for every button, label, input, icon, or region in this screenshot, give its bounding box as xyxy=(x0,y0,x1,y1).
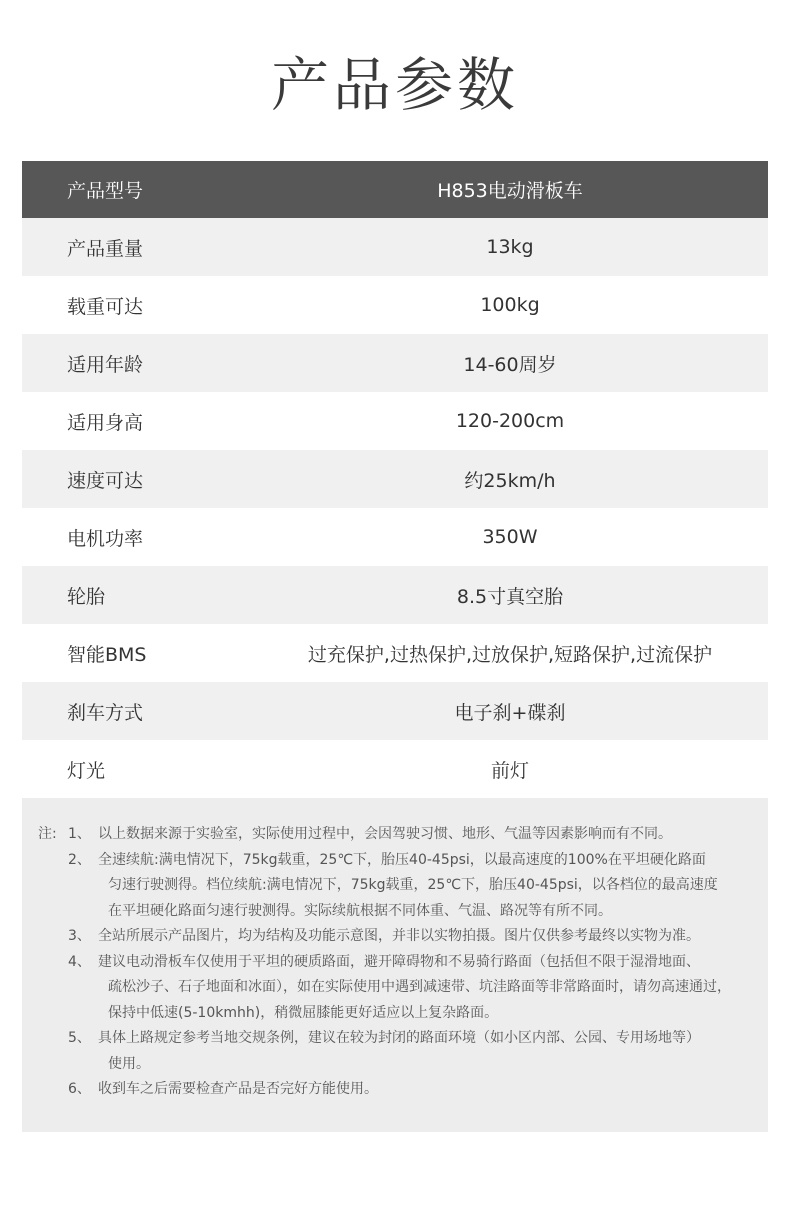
spec-label: 适用身高 xyxy=(67,411,144,434)
spec-row xyxy=(22,682,768,740)
note-text: 保持中低速(5-10kmhh)，稍微屈膝能更好适应以上复杂路面。 xyxy=(108,1004,499,1021)
spec-row xyxy=(22,276,768,334)
spec-value: 350W xyxy=(482,526,538,548)
note-text: 在平坦硬化路面匀速行驶测得。实际续航根据不同体重、气温、路况等有所不同。 xyxy=(108,902,612,919)
spec-value: 8.5寸真空胎 xyxy=(456,585,564,608)
spec-row xyxy=(22,740,768,798)
note-line xyxy=(38,975,760,1001)
spec-row xyxy=(22,624,768,682)
spec-value: 前灯 xyxy=(490,759,529,782)
note-line xyxy=(38,873,760,899)
note-spacer xyxy=(38,848,68,874)
note-number: 6、 xyxy=(68,1081,91,1097)
note-text: 疏松沙子、石子地面和冰面），如在实际使用中遇到减速带、坑洼路面等非常路面时，请勿高速通过， xyxy=(108,979,731,995)
spec-row xyxy=(22,566,768,624)
note-line xyxy=(38,848,760,874)
note-number: 4、 xyxy=(68,953,91,970)
note-number: 5、 xyxy=(68,1030,91,1046)
note-line xyxy=(38,899,760,925)
note-line xyxy=(38,924,760,950)
note-text: 建议电动滑板车仅使用于平坦的硬质路面，避开障碍物和不易骑行路面（包括但不限于湿滑地面、 xyxy=(98,953,700,970)
note-indent xyxy=(38,1052,108,1078)
note-number: 2、 xyxy=(68,851,91,868)
note-line xyxy=(38,1026,760,1052)
spec-value: 100kg xyxy=(480,294,540,316)
note-number: 3、 xyxy=(68,928,91,944)
note-spacer xyxy=(38,1077,68,1103)
note-text: 具体上路规定参考当地交规条例，建议在较为封闭的路面环境（如小区内部、公园、专用场地等） xyxy=(98,1030,700,1046)
spec-table xyxy=(22,161,768,798)
spec-value: 电子刹+碟刹 xyxy=(454,701,566,724)
note-spacer xyxy=(38,950,68,976)
spec-value: 过充保护,过热保护,过放保护,短路保护,过流保护 xyxy=(307,643,713,666)
spec-row xyxy=(22,218,768,276)
spec-label: 产品重量 xyxy=(67,237,144,260)
note-text: 匀速行驶测得。档位续航:满电情况下，75kg载重，25℃下，胎压40-45psi，以各档位的最高速度 xyxy=(108,877,718,893)
spec-label: 电机功率 xyxy=(67,527,144,550)
spec-label: 灯光 xyxy=(67,759,106,782)
spec-row xyxy=(22,392,768,450)
note-spacer xyxy=(38,1026,68,1052)
spec-label: 刹车方式 xyxy=(67,701,144,724)
notes-prefix: 注: xyxy=(38,826,57,842)
note-line xyxy=(38,950,760,976)
note-text: 使用。 xyxy=(108,1055,150,1072)
spec-table-header xyxy=(22,161,768,218)
note-indent xyxy=(38,1001,108,1027)
spec-label: 轮胎 xyxy=(67,585,106,608)
spec-row xyxy=(22,334,768,392)
note-number: 1、 xyxy=(68,826,91,842)
spec-label: 速度可达 xyxy=(67,469,144,492)
note-text: 全站所展示产品图片，均为结构及功能示意图，并非以实物拍摄。图片仅供参考最终以实物为准。 xyxy=(98,928,700,944)
note-text: 全速续航:满电情况下，75kg载重，25℃下，胎压40-45psi，以最高速度的100%在平坦硬化路面 xyxy=(98,851,706,868)
spec-value: 120-200cm xyxy=(455,410,565,432)
note-indent xyxy=(38,873,108,899)
note-text: 以上数据来源于实验室，实际使用过程中，会因驾驶习惯、地形、气温等因素影响而有不同。 xyxy=(98,826,672,842)
spec-label: 智能BMS xyxy=(67,643,147,666)
note-text: 收到车之后需要检查产品是否完好方能使用。 xyxy=(98,1081,378,1097)
spec-header-label: 产品型号 xyxy=(67,180,144,202)
spec-row xyxy=(22,508,768,566)
spec-header-value: H853电动滑板车 xyxy=(437,180,583,202)
spec-value: 14-60周岁 xyxy=(463,353,557,376)
spec-value: 13kg xyxy=(486,236,534,258)
note-line xyxy=(38,1052,760,1078)
notes-panel xyxy=(22,798,768,1132)
spec-row xyxy=(22,450,768,508)
note-indent xyxy=(38,899,108,925)
spec-value: 约25km/h xyxy=(464,469,556,492)
note-indent xyxy=(38,975,108,1001)
spec-label: 适用年龄 xyxy=(67,353,144,376)
note-line xyxy=(38,822,760,848)
page-title: 产品参数 xyxy=(270,51,519,119)
note-line xyxy=(38,1001,760,1027)
note-spacer xyxy=(38,924,68,950)
note-line xyxy=(38,1077,760,1103)
spec-label: 载重可达 xyxy=(67,295,144,318)
